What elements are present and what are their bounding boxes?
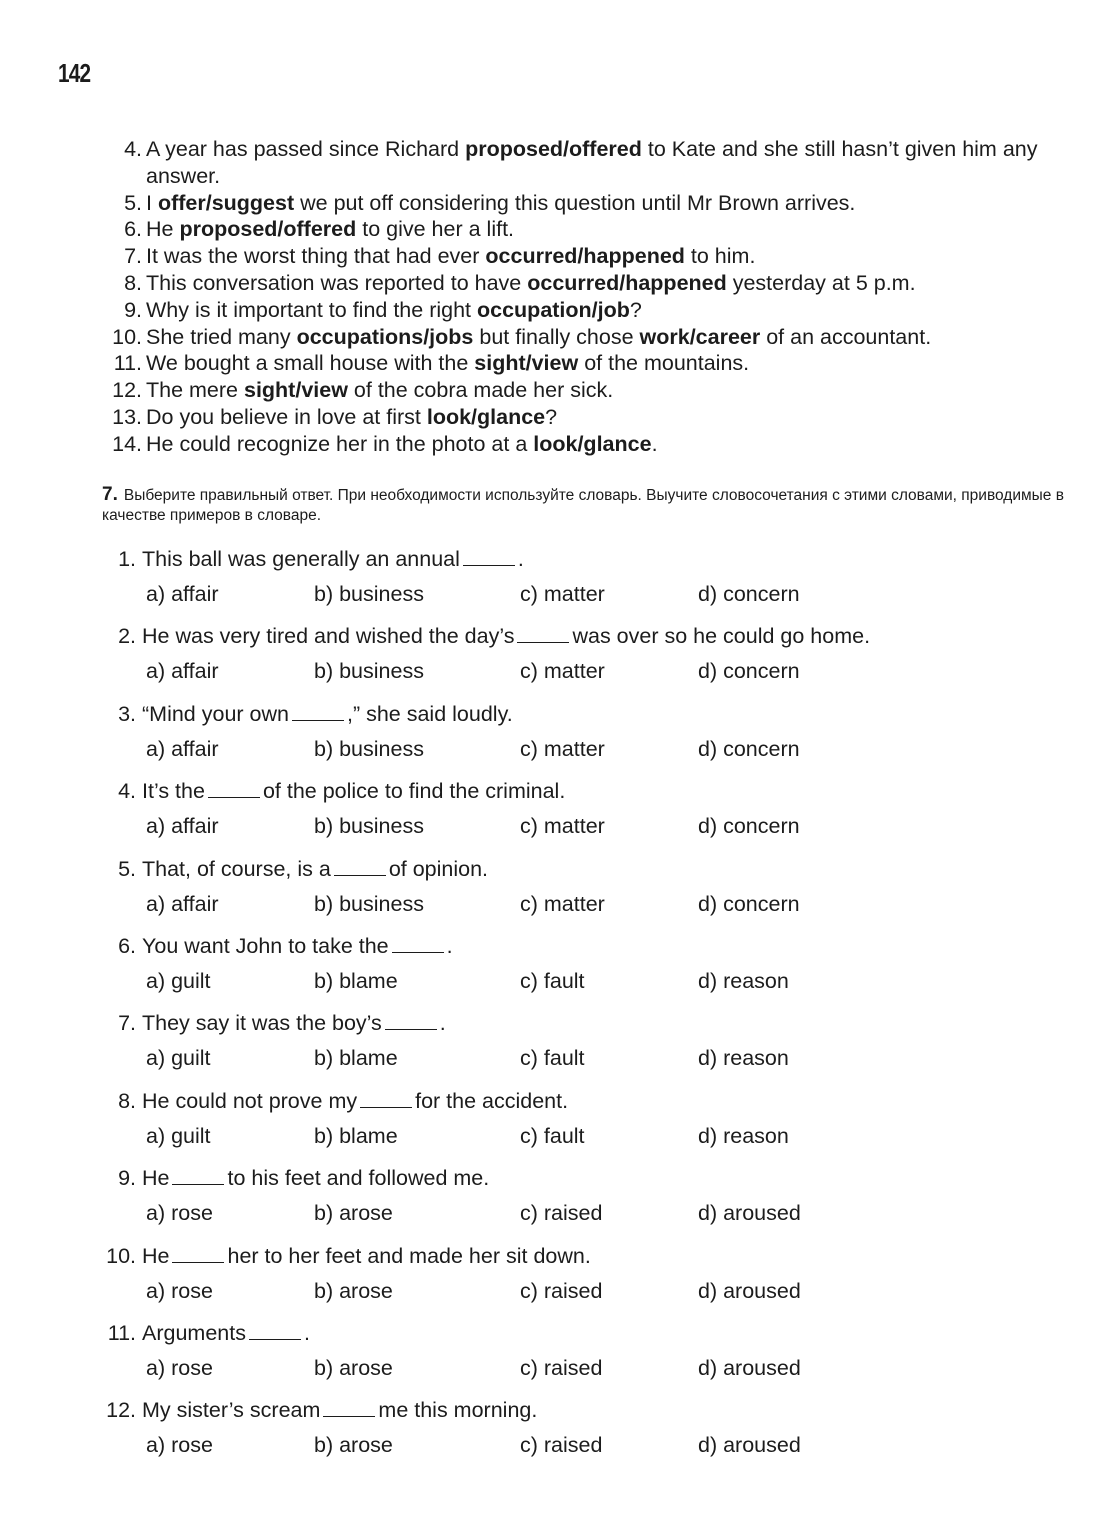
list-item — [100, 350, 1095, 377]
text-segment: She tried many — [146, 324, 297, 349]
item-text — [146, 270, 1095, 297]
text-segment: He — [146, 217, 180, 242]
answer-option-c: c) matter — [520, 736, 605, 761]
question-text-after: her to her feet and made her sit down. — [227, 1243, 591, 1268]
question-text-after: for the accident. — [415, 1088, 569, 1113]
answer-option-a: a) affair — [146, 891, 219, 916]
text-segment: to Kate and she still hasn’t given him any answer. — [146, 137, 1038, 188]
answer-option-c: c) raised — [520, 1433, 603, 1458]
item-text — [146, 431, 1095, 458]
answer-option-c: c) raised — [520, 1355, 603, 1380]
text-segment: He could recognize her in the photo at a — [146, 431, 534, 456]
answer-option-b: b) business — [314, 814, 424, 839]
answer-option-b: b) business — [314, 659, 424, 684]
answer-option-a: a) guilt — [146, 1046, 211, 1071]
question-stem — [96, 779, 565, 804]
question-number: 8. — [118, 1088, 136, 1113]
list-item — [100, 404, 1095, 431]
list-item — [100, 270, 1095, 297]
question-stem — [96, 702, 513, 727]
question-number: 6. — [118, 933, 136, 958]
item-number: 6. — [124, 217, 142, 242]
list-item — [100, 216, 1095, 243]
answer-option-a: a) rose — [146, 1355, 213, 1380]
question-number: 10. — [106, 1243, 136, 1268]
answer-option-a: a) affair — [146, 659, 219, 684]
question-text-before: He — [142, 1166, 170, 1191]
answer-option-c: c) matter — [520, 582, 605, 606]
text-segment: Do you believe in love at first — [146, 404, 427, 429]
question-text-before: “Mind your own — [142, 701, 289, 726]
item-number: 10. — [112, 324, 142, 349]
item-number: 13. — [112, 404, 142, 429]
answer-option-d: d) aroused — [698, 1201, 801, 1226]
bold-choice: proposed/offered — [179, 217, 357, 242]
item-text — [146, 243, 1095, 270]
question-text-before: He could not prove my — [142, 1088, 358, 1113]
answer-option-c: c) raised — [520, 1278, 603, 1303]
question-number: 7. — [118, 1011, 136, 1036]
text-segment: . — [651, 431, 658, 456]
question-text-before: They say it was the boy’s — [142, 1011, 382, 1036]
answer-option-d: d) concern — [698, 582, 800, 606]
question-text-after: of the police to find the criminal. — [262, 779, 566, 804]
item-text — [146, 190, 1095, 217]
item-text — [146, 377, 1095, 404]
list-item — [100, 136, 1095, 190]
question-stem — [96, 857, 488, 882]
answer-option-a: a) affair — [146, 582, 219, 606]
answer-blank — [172, 1166, 224, 1185]
bold-choice: work/career — [639, 324, 761, 349]
question-text-before: It’s the — [142, 779, 205, 804]
question — [96, 1398, 1096, 1475]
text-segment: Why is it important to find the right — [146, 297, 477, 322]
question-text-after: . — [303, 1320, 310, 1345]
answer-option-d: d) aroused — [698, 1278, 801, 1303]
answer-option-a: a) guilt — [146, 968, 211, 993]
item-number: 9. — [124, 297, 142, 322]
question — [96, 702, 1096, 779]
answer-options — [96, 1433, 1096, 1461]
answer-options — [96, 659, 1096, 687]
answer-options — [96, 1124, 1096, 1152]
question — [96, 624, 1096, 701]
exercise-7-number: 7. — [102, 484, 118, 505]
question-text-before: Arguments — [142, 1320, 246, 1345]
answer-blank — [292, 702, 344, 721]
question-stem — [96, 1321, 310, 1346]
question-number: 3. — [118, 701, 136, 726]
question-stem — [96, 624, 870, 649]
answer-option-b: b) arose — [314, 1355, 393, 1380]
item-text — [146, 324, 1095, 351]
answer-options — [96, 1356, 1096, 1384]
answer-option-d: d) aroused — [698, 1355, 801, 1380]
exercise-6-list — [100, 136, 1095, 458]
page-number: 142 — [58, 58, 91, 88]
exercise-7-instruction: Выберите правильный ответ. При необходимости используйте словарь. Выучите словосочетания с этими словами, приводимые в качестве примеров в словаре. — [102, 487, 1064, 524]
list-item — [100, 190, 1095, 217]
question-text-after: of opinion. — [388, 856, 489, 881]
text-segment: of the mountains. — [578, 351, 750, 376]
bold-choice: proposed/offered — [465, 137, 642, 161]
question-text-after: to his feet and followed me. — [227, 1166, 490, 1191]
text-segment: We bought a small house with the — [146, 351, 475, 376]
bold-choice: occurred/happened — [527, 270, 727, 295]
question-number: 9. — [118, 1166, 136, 1191]
bold-choice: sight/view — [243, 378, 348, 403]
answer-option-b: b) arose — [314, 1278, 393, 1303]
question-stem — [96, 1398, 537, 1423]
answer-option-d: d) aroused — [698, 1433, 801, 1458]
question-text-after: . — [446, 933, 453, 958]
question-stem — [96, 547, 524, 572]
question-stem — [96, 934, 453, 959]
item-number: 8. — [124, 270, 142, 295]
text-segment: we put off considering this question until Mr Brown arrives. — [294, 190, 856, 215]
answer-option-c: c) raised — [520, 1201, 603, 1226]
item-text — [146, 216, 1095, 243]
item-text — [146, 404, 1095, 431]
answer-blank — [249, 1321, 301, 1340]
question-number: 2. — [118, 624, 136, 649]
question — [96, 1011, 1096, 1088]
answer-options — [96, 969, 1096, 997]
text-segment: This conversation was reported to have — [146, 270, 528, 295]
text-segment: yesterday at 5 p.m. — [726, 270, 916, 295]
answer-option-b: b) business — [314, 736, 424, 761]
answer-options — [96, 1279, 1096, 1307]
answer-option-b: b) arose — [314, 1201, 393, 1226]
list-item — [100, 431, 1095, 458]
question-text-before: You want John to take the — [142, 933, 389, 958]
answer-options — [96, 814, 1096, 842]
answer-option-a: a) rose — [146, 1278, 213, 1303]
question-stem — [96, 1244, 591, 1269]
answer-options — [96, 582, 1096, 610]
item-number: 4. — [124, 137, 142, 161]
question-text-after: . — [517, 547, 524, 571]
answer-option-d: d) reason — [698, 1046, 789, 1071]
answer-option-b: b) blame — [314, 968, 398, 993]
text-segment: to give her a lift. — [356, 217, 515, 242]
question-number: 4. — [118, 779, 136, 804]
bold-choice: look/glance — [533, 431, 652, 456]
answer-option-c: c) matter — [520, 891, 605, 916]
question — [96, 1166, 1096, 1243]
text-segment: ? — [545, 404, 558, 429]
answer-option-a: a) rose — [146, 1201, 213, 1226]
text-segment: I — [146, 190, 158, 215]
answer-option-c: c) matter — [520, 659, 605, 684]
text-segment: ? — [629, 297, 642, 322]
bold-choice: look/glance — [426, 404, 546, 429]
exercise-7-questions — [96, 547, 1096, 1476]
answer-option-b: b) business — [314, 582, 424, 606]
answer-option-a: a) guilt — [146, 1123, 211, 1148]
text-segment: of an accountant. — [760, 324, 932, 349]
answer-blank — [517, 624, 569, 643]
answer-options — [96, 737, 1096, 765]
answer-blank — [392, 934, 444, 953]
item-number: 7. — [124, 244, 142, 269]
question-stem — [96, 1166, 489, 1191]
list-item — [100, 243, 1095, 270]
question-text-before: That, of course, is a — [142, 856, 331, 881]
answer-option-c: c) fault — [520, 1046, 585, 1071]
answer-options — [96, 1046, 1096, 1074]
answer-option-a: a) rose — [146, 1433, 213, 1458]
question-stem — [96, 1011, 446, 1036]
question-number: 11. — [107, 1320, 136, 1345]
item-number: 5. — [124, 190, 142, 215]
answer-option-b: b) blame — [314, 1123, 398, 1148]
question — [96, 934, 1096, 1011]
answer-option-a: a) affair — [146, 736, 219, 761]
question-stem — [96, 1089, 568, 1114]
answer-option-d: d) concern — [698, 736, 800, 761]
question — [96, 1089, 1096, 1166]
answer-options — [96, 1201, 1096, 1229]
answer-blank — [360, 1089, 412, 1108]
answer-option-c: c) fault — [520, 1123, 585, 1148]
answer-blank — [208, 779, 260, 798]
question-text-before: He — [142, 1243, 170, 1268]
answer-blank — [463, 547, 515, 566]
exercise-7-header — [102, 485, 1092, 526]
bold-choice: occurred/happened — [485, 244, 685, 269]
item-text — [146, 297, 1095, 324]
bold-choice: occupations/jobs — [296, 324, 474, 349]
item-number: 12. — [112, 378, 142, 403]
question — [96, 857, 1096, 934]
item-text — [146, 136, 1095, 190]
question-text-after: me this morning. — [378, 1398, 538, 1423]
answer-option-d: d) concern — [698, 814, 800, 839]
text-segment: of the cobra made her sick. — [347, 378, 614, 403]
answer-option-d: d) reason — [698, 1123, 789, 1148]
answer-option-b: b) arose — [314, 1433, 393, 1458]
question-number: 12. — [106, 1398, 136, 1423]
list-item — [100, 297, 1095, 324]
text-segment: but finally chose — [473, 324, 640, 349]
question-text-before: He was very tired and wished the day’s — [142, 624, 515, 649]
answer-option-a: a) affair — [146, 814, 219, 839]
answer-blank — [334, 857, 386, 876]
question-text-before: This ball was generally an annual — [142, 547, 460, 571]
question — [96, 779, 1096, 856]
item-text — [146, 350, 1095, 377]
question-text-after: . — [439, 1011, 446, 1036]
answer-option-b: b) business — [314, 891, 424, 916]
bold-choice: sight/view — [474, 351, 579, 376]
question-text-before: My sister’s scream — [142, 1398, 321, 1423]
answer-option-c: c) fault — [520, 968, 585, 993]
question — [96, 1244, 1096, 1321]
text-segment: The mere — [146, 378, 244, 403]
answer-option-c: c) matter — [520, 814, 605, 839]
answer-option-d: d) reason — [698, 968, 789, 993]
question-number: 1. — [118, 547, 136, 571]
answer-option-d: d) concern — [698, 891, 800, 916]
question-number: 5. — [118, 856, 136, 881]
bold-choice: occupation/job — [477, 297, 630, 322]
item-number: 11. — [113, 351, 142, 376]
question-text-after: was over so he could go home. — [572, 624, 871, 649]
question-text-after: ,” she said loudly. — [346, 701, 513, 726]
answer-blank — [172, 1244, 224, 1263]
answer-blank — [323, 1398, 375, 1417]
answer-option-d: d) concern — [698, 659, 800, 684]
bold-choice: offer/suggest — [157, 190, 295, 215]
question — [96, 1321, 1096, 1398]
list-item — [100, 377, 1095, 404]
answer-option-b: b) blame — [314, 1046, 398, 1071]
item-number: 14. — [112, 431, 142, 456]
question — [96, 547, 1096, 624]
text-segment: A year has passed since Richard — [146, 137, 466, 161]
answer-blank — [385, 1011, 437, 1030]
text-segment: It was the worst thing that had ever — [146, 244, 486, 269]
text-segment: to him. — [684, 244, 756, 269]
list-item — [100, 324, 1095, 351]
answer-options — [96, 892, 1096, 920]
